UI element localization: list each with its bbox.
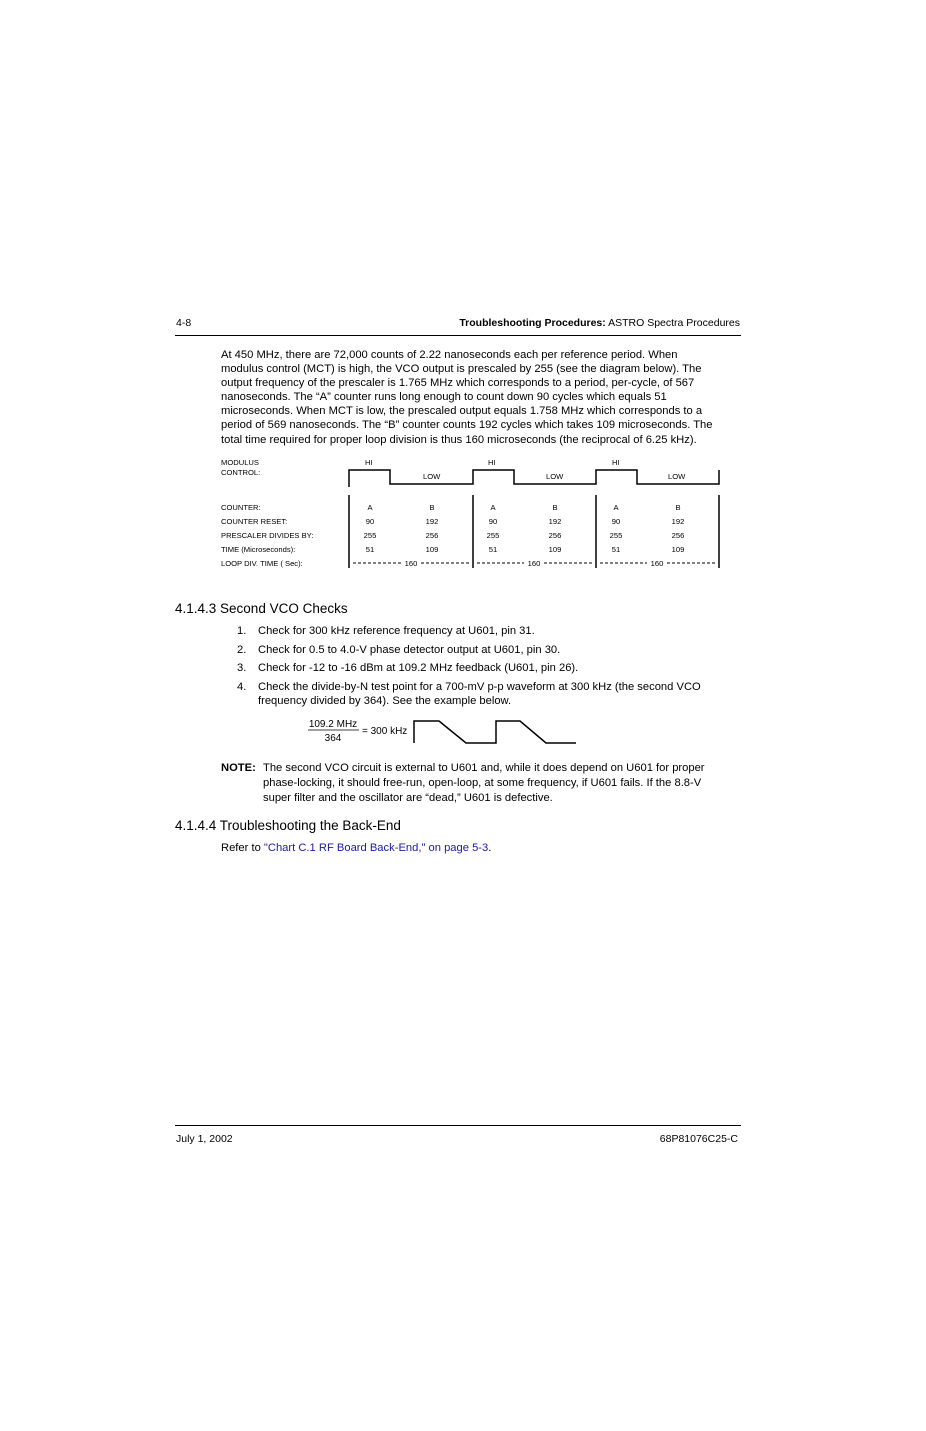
hi-label: HI (488, 458, 496, 467)
note-line: super filter and the oscillator are “dead,” U601 is defective. (263, 792, 553, 804)
note-block (221, 761, 741, 806)
time-a: 51 (365, 545, 375, 554)
reset-a: 90 (365, 517, 375, 526)
refer-prefix: Refer to (221, 842, 264, 854)
row-label-counter: COUNTER: (221, 503, 261, 512)
step-number: 3. (237, 662, 247, 675)
modulus-label-1: MODULUS (221, 458, 259, 467)
hi-label: HI (365, 458, 373, 467)
formula-result: = 300 kHz (362, 726, 408, 737)
reset-b: 192 (548, 517, 562, 526)
step-text: Check for -12 to -16 dBm at 109.2 MHz feedback (U601, pin 26). (258, 662, 579, 675)
time-a: 51 (488, 545, 498, 554)
timing-diagram (215, 452, 735, 572)
vco-check-steps (221, 624, 741, 713)
formula-denominator: 364 (324, 733, 342, 744)
low-label: LOW (546, 472, 564, 481)
intro-line: At 450 MHz, there are 72,000 counts of 2.22 nanoseconds each per reference period. When (221, 349, 678, 361)
reset-b: 192 (671, 517, 685, 526)
counter-a: A (613, 503, 619, 512)
divide-b: 256 (548, 531, 562, 540)
low-label: LOW (423, 472, 441, 481)
intro-line: nanoseconds. The “A” counter runs long enough to count down 90 cycles which equals 51 (221, 391, 667, 404)
row-label-time: TIME (Microseconds): (221, 545, 296, 554)
loop-time-value: 160 (527, 559, 541, 568)
section-heading-4143: 4.1.4.3 Second VCO Checks (175, 601, 348, 616)
formula-numerator: 109.2 MHz (308, 719, 358, 730)
counter-a: A (490, 503, 496, 512)
step-item (221, 624, 741, 638)
counter-b: B (675, 503, 681, 512)
note-line: phase-locking, it should free-run, open-loop, at some frequency, if U601 fails. If the 8.8-V (263, 777, 702, 789)
step-item (221, 661, 741, 675)
waveform-trace (414, 721, 576, 743)
step-item (221, 680, 741, 709)
reset-a: 90 (611, 517, 621, 526)
chart-c1-link[interactable]: "Chart C.1 RF Board Back-End," on page 5-3 (263, 842, 489, 854)
step-text: Check the divide-by-N test point for a 700-mV p-p waveform at 300 kHz (the second VCO (258, 681, 701, 694)
row-label-prescaler: PRESCALER DIVIDES BY: (221, 531, 314, 540)
running-header-bold: Troubleshooting Procedures: (459, 317, 606, 329)
step-number: 1. (237, 625, 247, 637)
footer-date: July 1, 2002 (176, 1133, 233, 1145)
hi-label: HI (612, 458, 620, 467)
divide-a: 255 (363, 531, 377, 540)
step-item (221, 643, 741, 657)
reset-a: 90 (488, 517, 498, 526)
step-text: Check for 0.5 to 4.0-V phase detector output at U601, pin 30. (258, 643, 561, 656)
footer-doc-number: 68P81076C25-C (659, 1133, 738, 1145)
step-text: Check for 300 kHz reference frequency at U601, pin 31. (258, 625, 535, 637)
low-label: LOW (668, 472, 686, 481)
page-number: 4-8 (176, 317, 192, 329)
intro-paragraph (221, 348, 741, 447)
modulus-waveform (349, 470, 719, 487)
divide-b: 256 (425, 531, 439, 540)
loop-time-value: 160 (650, 559, 664, 568)
step-number: 4. (237, 681, 247, 694)
row-label-counter-reset: COUNTER RESET: (221, 517, 288, 526)
running-header (459, 317, 740, 329)
running-header-rest: ASTRO Spectra Procedures (605, 317, 740, 329)
row-label-loop-time: LOOP DIV. TIME ( Sec): (221, 559, 303, 568)
refer-paragraph (221, 842, 491, 854)
intro-line: output frequency of the prescaler is 1.765 MHz which corresponds to a period, per-cycle, of 567 (221, 377, 695, 390)
waveform-example (300, 715, 580, 747)
intro-line: period of 569 nanoseconds. The “B” counter counts 192 cycles which takes 109 microseconds. The (221, 419, 713, 432)
loop-time-value: 160 (404, 559, 418, 568)
section-heading-4144: 4.1.4.4 Troubleshooting the Back-End (175, 818, 401, 833)
counter-a: A (367, 503, 373, 512)
modulus-label-2: CONTROL: (221, 468, 261, 477)
reset-b: 192 (425, 517, 439, 526)
time-b: 109 (548, 545, 562, 554)
divide-b: 256 (671, 531, 685, 540)
step-text: frequency divided by 364). See the example below. (258, 695, 512, 708)
divide-a: 255 (486, 531, 500, 540)
divide-a: 255 (609, 531, 623, 540)
time-b: 109 (671, 545, 685, 554)
header-rule (175, 335, 741, 336)
time-b: 109 (425, 545, 439, 554)
intro-line: total time required for proper loop division is thus 160 microseconds (the reciprocal of 6.25 kHz). (221, 433, 697, 446)
refer-suffix: . (488, 842, 492, 854)
footer-rule (175, 1125, 741, 1126)
counter-b: B (429, 503, 435, 512)
note-line: The second VCO circuit is external to U601 and, while it does depend on U601 for proper (263, 762, 705, 774)
note-label: NOTE: (221, 762, 256, 774)
counter-b: B (552, 503, 558, 512)
time-a: 51 (611, 545, 621, 554)
column-dividers (349, 495, 719, 568)
intro-line: modulus control (MCT) is high, the VCO output is prescaled by 255 (see the diagram below). The (221, 363, 702, 376)
intro-line: microseconds. When MCT is low, the prescaled output equals 1.758 MHz which corresponds to a (221, 405, 703, 418)
step-number: 2. (237, 643, 247, 656)
